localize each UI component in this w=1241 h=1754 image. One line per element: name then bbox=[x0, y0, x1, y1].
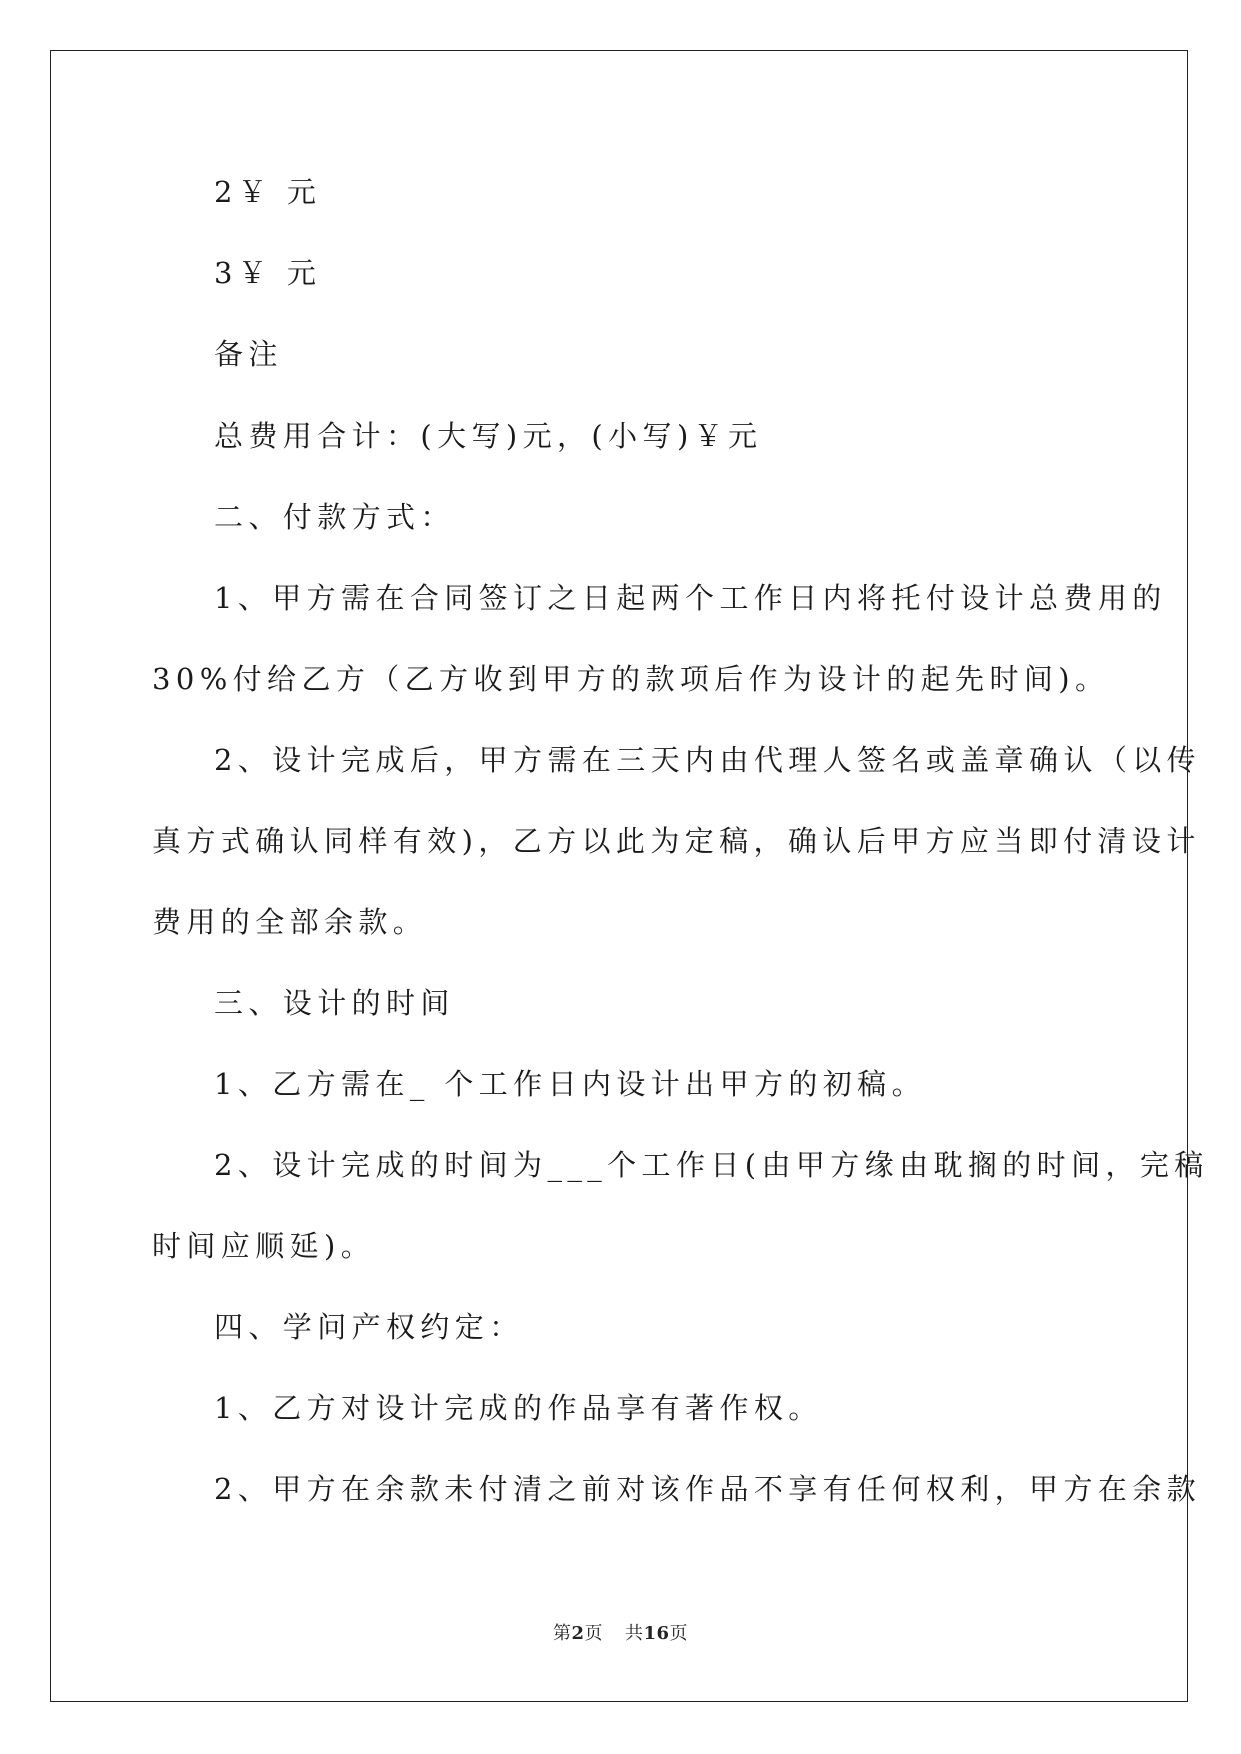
total-pages: 16 bbox=[643, 1623, 670, 1644]
ip-clause-1: 1、乙方对设计完成的作品享有著作权。 bbox=[214, 1391, 823, 1425]
page-suffix: 页 bbox=[584, 1623, 603, 1644]
section-heading-payment: 二、付款方式： bbox=[214, 500, 455, 534]
payment-clause-2-cont: 真方式确认同样有效)，乙方以此为定稿，确认后甲方应当即付清设计 bbox=[152, 824, 1201, 858]
total-suffix: 页 bbox=[669, 1623, 689, 1644]
page-number: 2 bbox=[571, 1623, 585, 1644]
ip-clause-2: 2、甲方在余款未付清之前对该作品不享有任何权利，甲方在余款 bbox=[214, 1472, 1202, 1506]
section-heading-ip: 四、学问产权约定： bbox=[214, 1310, 524, 1344]
total-fee-line: 总费用合计：(大写)元，(小写)￥元 bbox=[214, 419, 763, 453]
schedule-clause-1: 1、乙方需在_ 个工作日内设计出甲方的初稿。 bbox=[214, 1067, 926, 1101]
schedule-clause-2-cont: 时间应顺延)。 bbox=[152, 1229, 376, 1263]
section-heading-schedule: 三、设计的时间 bbox=[214, 986, 455, 1020]
page-border bbox=[50, 50, 1188, 1702]
page-footer bbox=[0, 1622, 1241, 1646]
fee-item-2: 2￥ 元 bbox=[214, 175, 322, 209]
payment-clause-2-cont: 费用的全部余款。 bbox=[152, 905, 428, 939]
page-prefix: 第 bbox=[552, 1623, 572, 1644]
payment-clause-1: 1、甲方需在合同签订之日起两个工作日内将托付设计总费用的 bbox=[214, 581, 1167, 615]
schedule-clause-2: 2、设计完成的时间为___个工作日(由甲方缘由耽搁的时间，完稿 bbox=[214, 1148, 1209, 1182]
remarks-label: 备注 bbox=[214, 337, 283, 371]
payment-clause-2: 2、设计完成后，甲方需在三天内由代理人签名或盖章确认（以传 bbox=[214, 743, 1202, 777]
fee-item-3: 3￥ 元 bbox=[214, 256, 322, 290]
total-prefix: 共 bbox=[624, 1623, 644, 1644]
payment-clause-1-cont: 30%付给乙方（乙方收到甲方的款项后作为设计的起先时间)。 bbox=[152, 662, 1110, 696]
